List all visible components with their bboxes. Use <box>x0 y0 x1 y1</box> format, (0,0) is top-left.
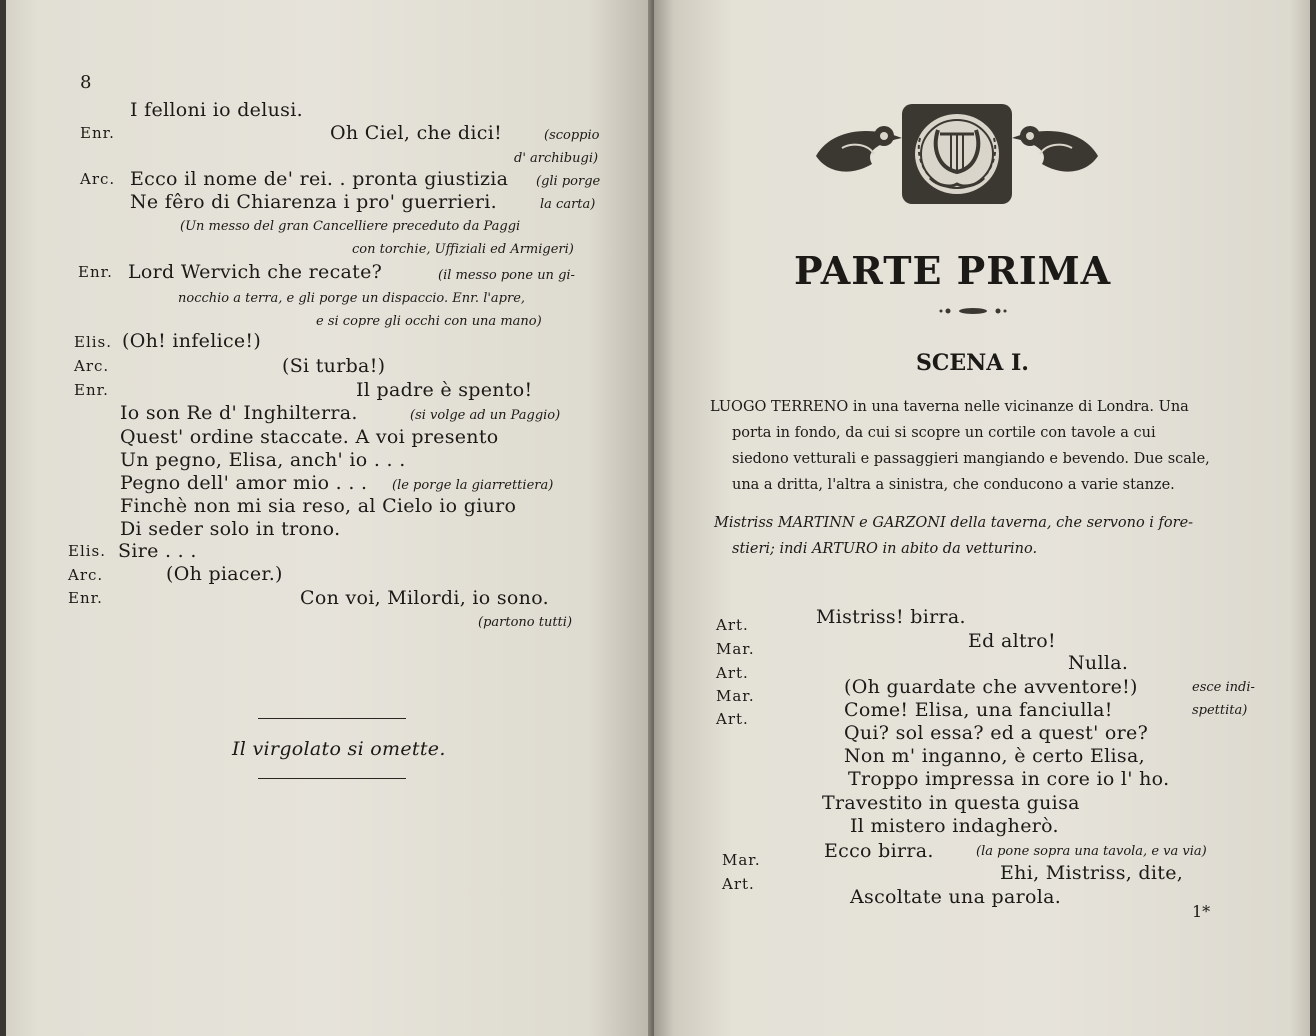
divider-rule <box>258 718 406 719</box>
stage-direction: esce indi- <box>1192 680 1255 695</box>
verse-line: I felloni io delusi. <box>130 99 303 121</box>
lyre-ornament-icon <box>812 98 1102 208</box>
footnote: Il virgolato si omette. <box>232 738 446 760</box>
stage-direction: con torchie, Uffiziali ed Armigeri) <box>352 242 574 257</box>
speaker-label: Enr. <box>78 263 113 281</box>
speaker-label: Arc. <box>80 170 116 188</box>
verse-line: Finchè non mi sia reso, al Cielo io giuro <box>120 495 517 517</box>
verse-line: Oh Ciel, che dici! <box>330 122 503 144</box>
speaker-label: Elis. <box>68 542 107 560</box>
verse-line: Lord Wervich che recate? <box>128 261 383 283</box>
verse-line: Ascoltate una parola. <box>850 886 1062 908</box>
speaker-label: Arc. <box>74 357 110 375</box>
speaker-label: Art. <box>716 664 749 682</box>
stage-direction: spettita) <box>1192 703 1248 718</box>
verse-line: (Oh piacer.) <box>166 563 283 585</box>
stage-direction: (si volge ad un Paggio) <box>410 408 561 423</box>
signature-mark: 1* <box>1192 902 1211 921</box>
speaker-label: Mar. <box>716 640 755 658</box>
right-page <box>654 0 1316 1036</box>
verse-line: (Oh! infelice!) <box>122 330 262 352</box>
stage-direction: nocchio a terra, e gli porge un dispaccio. Enr. l'apre, <box>178 291 526 306</box>
page-number: 8 <box>80 72 92 93</box>
stage-direction: (partono tutti) <box>478 615 573 630</box>
verse-line: Travestito in questa guisa <box>822 792 1080 814</box>
cast-line: stieri; indi ARTURO in abito da vetturino. <box>732 541 1038 557</box>
verse-line: Qui? sol essa? ed a quest' ore? <box>844 722 1149 744</box>
ornament-flourish-icon <box>938 306 1008 316</box>
speaker-label: Arc. <box>68 566 104 584</box>
verse-line: Quest' ordine staccate. A voi presento <box>120 426 499 448</box>
verse-line: Nulla. <box>1068 652 1129 674</box>
speaker-label: Elis. <box>74 333 113 351</box>
stage-direction: (scoppio <box>544 128 600 143</box>
verse-line: Ehi, Mistriss, dite, <box>1000 862 1184 884</box>
stage-direction: e si copre gli occhi con una mano) <box>316 314 542 329</box>
stage-direction: (Un messo del gran Cancelliere preceduto da Paggi <box>180 219 521 234</box>
speaker-label: Enr. <box>74 381 109 399</box>
verse-line: Il mistero indagherò. <box>850 815 1059 837</box>
stage-direction: (gli porge <box>536 174 601 189</box>
verse-line: Pegno dell' amor mio . . . <box>120 472 368 494</box>
speaker-label: Art. <box>716 710 749 728</box>
divider-rule <box>258 778 406 779</box>
verse-line: Ne fêro di Chiarenza i pro' guerrieri. <box>130 191 497 213</box>
verse-line: Sire . . . <box>118 540 197 562</box>
setting-line: porta in fondo, da cui si scopre un cortile con tavole a cui <box>732 425 1156 441</box>
page-edge <box>0 0 6 1036</box>
setting-line: LUOGO TERRENO in una taverna nelle vicinanze di Londra. Una <box>710 399 1189 415</box>
stage-direction: (il messo pone un gi- <box>438 268 575 283</box>
stage-direction: (la pone sopra una tavola, e va via) <box>976 844 1207 859</box>
setting-line: una a dritta, l'altra a sinistra, che conducono a varie stanze. <box>732 477 1175 493</box>
verse-line: Mistriss! birra. <box>816 606 966 628</box>
left-page <box>0 0 654 1036</box>
verse-line: Ecco il nome de' rei. . pronta giustizia <box>130 168 509 190</box>
scene-heading: SCENA I. <box>916 350 1029 376</box>
page-edge <box>1310 0 1316 1036</box>
speaker-label: Art. <box>716 616 749 634</box>
cast-description <box>710 510 1270 562</box>
speaker-label: Enr. <box>68 589 103 607</box>
verse-line: Un pegno, Elisa, anch' io . . . <box>120 449 406 471</box>
cast-line: Mistriss MARTINN e GARZONI della taverna, che servono i fore- <box>714 515 1194 531</box>
verse-line: Il padre è spento! <box>356 379 533 401</box>
verse-line: Come! Elisa, una fanciulla! <box>844 699 1113 721</box>
verse-line: (Si turba!) <box>282 355 386 377</box>
verse-line: Ed altro! <box>968 630 1056 652</box>
verse-line: (Oh guardate che avventore!) <box>844 676 1138 698</box>
verse-line: Io son Re d' Inghilterra. <box>120 402 358 424</box>
setting-description <box>710 394 1270 498</box>
stage-direction: (le porge la giarrettiera) <box>392 478 554 493</box>
verse-line: Ecco birra. <box>824 840 934 862</box>
stage-direction: la carta) <box>540 197 596 212</box>
speaker-label: Mar. <box>722 851 761 869</box>
speaker-label: Enr. <box>80 124 115 142</box>
verse-line: Di seder solo in trono. <box>120 518 341 540</box>
part-title: PARTE PRIMA <box>794 248 1112 293</box>
speaker-label: Art. <box>722 875 755 893</box>
speaker-label: Mar. <box>716 687 755 705</box>
verse-line: Con voi, Milordi, io sono. <box>300 587 549 609</box>
setting-line: siedono vetturali e passaggieri mangiando e bevendo. Due scale, <box>732 451 1210 467</box>
stage-direction: d' archibugi) <box>514 151 599 166</box>
verse-line: Troppo impressa in core io l' ho. <box>848 768 1170 790</box>
verse-line: Non m' inganno, è certo Elisa, <box>844 745 1145 767</box>
